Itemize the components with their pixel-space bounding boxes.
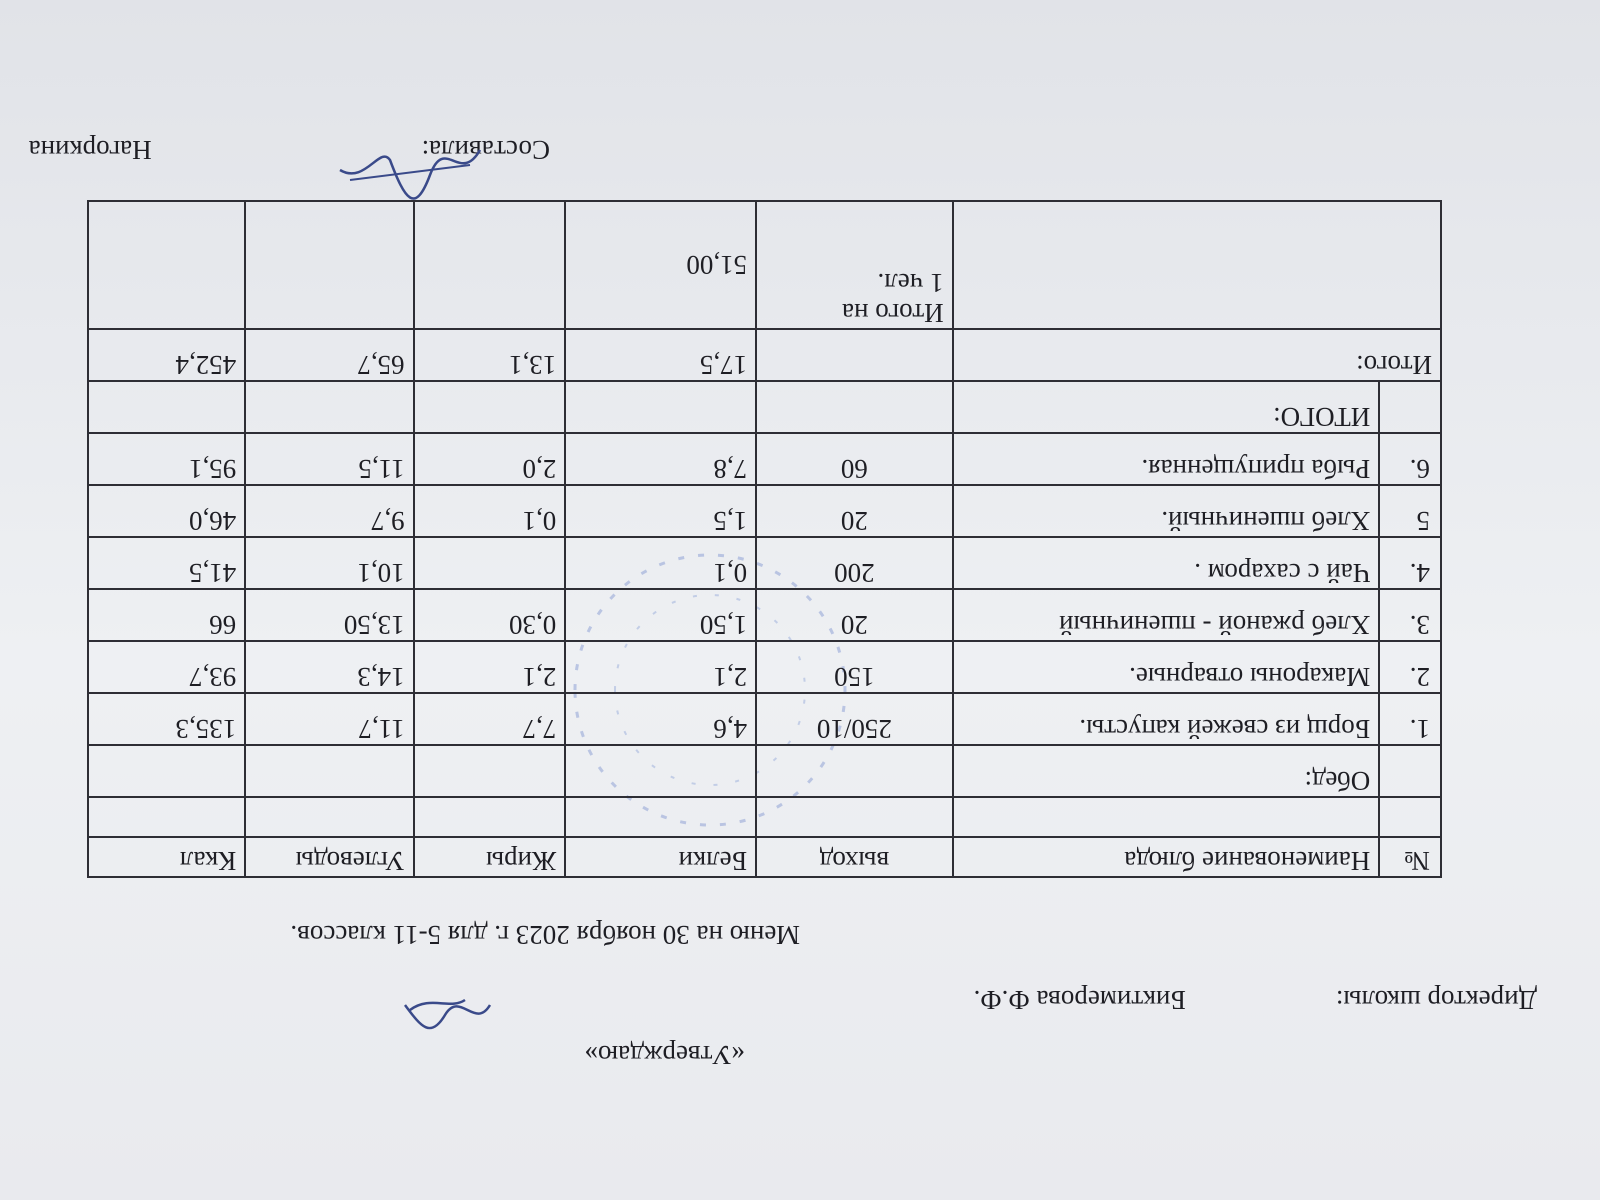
- total-kcal: 452,4: [88, 329, 245, 381]
- col-fat-header: Жиры: [414, 837, 566, 877]
- dish-protein: 0,1: [565, 537, 756, 589]
- dish-output: 20: [756, 589, 952, 641]
- total-protein: 17,5: [565, 329, 756, 381]
- compiled-name: Нагоркина: [28, 135, 152, 165]
- dish-carbs: 9,7: [245, 485, 413, 537]
- dish-carbs: 14,3: [245, 641, 413, 693]
- itogo-caps-label: ИТОГО:: [953, 381, 1380, 433]
- menu-title: Меню на 30 ноября 2023 г. для 5-11 классов.: [290, 920, 800, 950]
- dish-protein: 1,50: [565, 589, 756, 641]
- dish-name: Макароны отварные.: [953, 641, 1380, 693]
- total-label: Итого:: [953, 329, 1441, 381]
- table-row: [88, 485, 1441, 537]
- col-protein-header: Белки: [565, 837, 756, 877]
- dish-kcal: 93,7: [88, 641, 245, 693]
- dish-kcal: 135,3: [88, 693, 245, 745]
- dish-protein: 4,6: [565, 693, 756, 745]
- compiled-label: Составила:: [421, 135, 550, 165]
- dish-fat: 0,30: [414, 589, 566, 641]
- dish-protein: 2,1: [565, 641, 756, 693]
- col-carbs-header: Углеводы: [245, 837, 413, 877]
- col-number-header: №: [1379, 837, 1441, 877]
- table-row: [88, 641, 1441, 693]
- total-row: [88, 329, 1441, 381]
- row-number: 3.: [1379, 589, 1441, 641]
- section-label: Обед:: [953, 745, 1380, 797]
- director-name: Биктимерова Ф.Ф.: [973, 985, 1186, 1015]
- table-row: [88, 537, 1441, 589]
- dish-carbs: 10,1: [245, 537, 413, 589]
- dish-kcal: 66: [88, 589, 245, 641]
- dish-name: Хлеб пшеничный.: [953, 485, 1380, 537]
- row-number: 2.: [1379, 641, 1441, 693]
- approval-heading: «Утверждаю»: [584, 1040, 745, 1070]
- dish-fat: [414, 537, 566, 589]
- director-line: [974, 984, 1537, 1015]
- total-carbs: 65,7: [245, 329, 413, 381]
- dish-output: 20: [756, 485, 952, 537]
- dish-name: Чай с сахаром .: [953, 537, 1380, 589]
- dish-fat: 2,0: [414, 433, 566, 485]
- total-fat: 13,1: [414, 329, 566, 381]
- dish-carbs: 11,7: [245, 693, 413, 745]
- dish-output: 250/10: [756, 693, 952, 745]
- dish-name: Борщ из свежей капусты.: [953, 693, 1380, 745]
- empty-row: [88, 797, 1441, 837]
- row-number: 4.: [1379, 537, 1441, 589]
- dish-protein: 1,5: [565, 485, 756, 537]
- dish-output: 200: [756, 537, 952, 589]
- itogo-caps-row: [88, 381, 1441, 433]
- dish-name: Хлеб ржаной - пшеничный: [953, 589, 1380, 641]
- row-number: 6.: [1379, 433, 1441, 485]
- per-person-row: [88, 201, 1441, 329]
- col-kcal-header: Ккал: [88, 837, 245, 877]
- row-number: 5: [1379, 485, 1441, 537]
- row-number: 1.: [1379, 693, 1441, 745]
- dish-output: 150: [756, 641, 952, 693]
- dish-carbs: 11,5: [245, 433, 413, 485]
- per-person-label: Итого на 1 чел.: [756, 201, 952, 329]
- dish-fat: 2,1: [414, 641, 566, 693]
- director-signature: [390, 985, 500, 1035]
- director-label: Директор школы:: [1335, 985, 1537, 1015]
- col-output-header: выход: [756, 837, 952, 877]
- table-row: [88, 433, 1441, 485]
- col-dish-name-header: Наименование блюда: [953, 837, 1380, 877]
- table-row: [88, 693, 1441, 745]
- dish-name: Рыба припущенная.: [953, 433, 1380, 485]
- menu-table: [87, 200, 1442, 878]
- dish-fat: 7,7: [414, 693, 566, 745]
- dish-fat: 0,1: [414, 485, 566, 537]
- dish-kcal: 46,0: [88, 485, 245, 537]
- compiler-signature: [330, 125, 490, 205]
- section-row: [88, 745, 1441, 797]
- dish-carbs: 13,50: [245, 589, 413, 641]
- table-header-row: [88, 837, 1441, 877]
- dish-kcal: 41,5: [88, 537, 245, 589]
- dish-kcal: 95,1: [88, 433, 245, 485]
- dish-output: 60: [756, 433, 952, 485]
- table-row: [88, 589, 1441, 641]
- per-person-value: 51,00: [565, 201, 756, 329]
- dish-protein: 7,8: [565, 433, 756, 485]
